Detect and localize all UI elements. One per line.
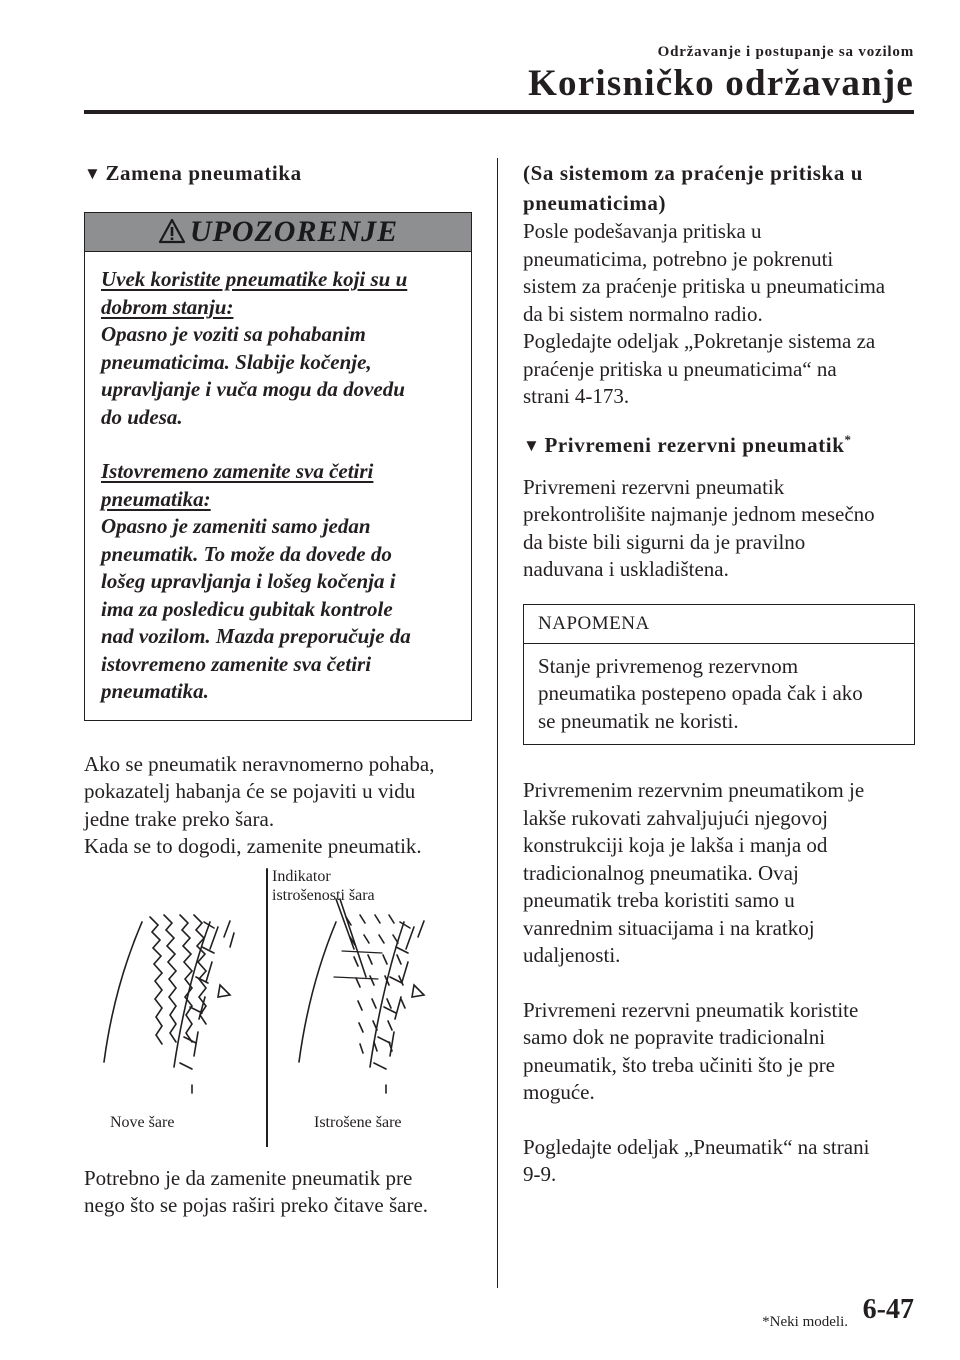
spare-handling-paragraph	[523, 777, 915, 970]
text-line: Potrebno je da zamenite pneumatik pre	[84, 1165, 413, 1190]
warning-line: do udesa.	[101, 404, 183, 429]
warning-body	[85, 252, 471, 720]
warning-line: nad vozilom. Mazda preporučuje da	[101, 624, 411, 648]
header-rule	[84, 110, 914, 114]
text-line: pneumaticima, potrebno je pokrenuti	[523, 246, 834, 271]
warning-triangle-icon	[158, 218, 186, 244]
spare-check-paragraph	[523, 474, 915, 584]
text-line: Pogledajte odeljak „Pneumatik“ na strani	[523, 1134, 870, 1159]
text-line: Privremeni rezervni pneumatik	[523, 474, 785, 499]
note-box	[523, 604, 915, 746]
warning-item1-heading-line2: dobrom stanju:	[101, 294, 234, 319]
text-line: da biste bili sigurni da je pravilno	[523, 529, 806, 554]
new-tread-label: Nove šare	[110, 1113, 175, 1131]
tread-wear-illustration	[84, 867, 472, 1147]
text-line: pneumaticima)	[523, 191, 667, 215]
warning-item2-heading-line1: Istovremeno zamenite sva četiri	[101, 459, 374, 483]
note-body	[524, 644, 914, 745]
warning-line: istovremeno zamenite sva četiri	[101, 651, 372, 676]
tpms-paragraph	[523, 218, 915, 411]
triangle-bullet-icon: ▼	[523, 435, 541, 455]
text-line: praćenje pritiska u pneumaticima“ na	[523, 356, 837, 381]
warning-item1-text	[101, 321, 453, 431]
warning-item1-heading	[101, 266, 453, 321]
warning-item1-heading-line1: Uvek koristite pneumatike koji su u	[101, 267, 408, 291]
text-line: Posle podešavanja pritiska u	[523, 219, 762, 243]
text-line: tradicionalnog pneumatika. Ovaj	[523, 860, 799, 885]
text-line: pokazatelj habanja će se pojaviti u vidu	[84, 779, 416, 803]
warning-item2-heading	[101, 458, 453, 513]
warning-line: ima za posledicu gubitak kontrole	[101, 596, 393, 621]
text-line: 9-9.	[523, 1162, 557, 1186]
left-column	[84, 158, 472, 1220]
reference-paragraph	[523, 1134, 915, 1189]
text-line: udaljenosti.	[523, 943, 621, 967]
text-line: pneumatika postepeno opada čak i ako	[538, 681, 863, 705]
section-heading-spare-tire	[523, 425, 915, 462]
header-subtitle: Održavanje i postupanje sa vozilom	[657, 44, 914, 60]
warning-item2-heading-line2: pneumatika:	[101, 486, 211, 511]
text-line: konstrukciji koja je lakša i manja od	[523, 833, 828, 857]
right-column	[523, 158, 915, 1189]
text-line: strani 4-173.	[523, 384, 630, 408]
section-title-text: Zamena pneumatika	[105, 161, 302, 185]
indicator-label-line1: Indikator	[272, 867, 331, 885]
text-line: pneumatik treba koristiti samo u	[523, 888, 795, 912]
triangle-bullet-icon: ▼	[84, 164, 102, 183]
text-line: nego što se pojas raširi preko čitave šare.	[84, 1193, 429, 1217]
section-heading-tire-replacement	[84, 158, 472, 190]
note-title: NAPOMENA	[524, 605, 914, 644]
text-line: vanrednim situacijama i na kratkoj	[523, 915, 815, 940]
text-line: samo dok ne popravite tradicionalni	[523, 1025, 826, 1049]
footnote-marker: *	[844, 431, 852, 447]
text-line: (Sa sistemom za praćenje pritiska u	[523, 161, 864, 185]
text-line: Stanje privremenog rezervnom	[538, 653, 799, 678]
tread-drawing	[84, 867, 472, 1147]
indicator-label	[272, 867, 375, 905]
text-line: jedne trake preko šara.	[84, 806, 275, 831]
text-line: se pneumatik ne koristi.	[538, 708, 739, 733]
text-line: Pogledajte odeljak „Pokretanje sistema za	[523, 329, 876, 353]
text-line: pneumatik, što treba učiniti što je pre	[523, 1052, 836, 1077]
text-line: Ako se pneumatik neravnomerno pohaba,	[84, 751, 435, 776]
warning-title: UPOZORENJE	[189, 215, 399, 248]
tire-wear-paragraph	[84, 751, 472, 861]
section-title-text: Privremeni rezervni pneumatik	[544, 432, 845, 457]
spare-usage-paragraph	[523, 997, 915, 1107]
warning-line: pneumatika.	[101, 679, 209, 703]
worn-tread-label: Istrošene šare	[314, 1113, 402, 1131]
column-divider	[497, 158, 498, 1288]
warning-line: Opasno je voziti sa pohabanim	[101, 322, 366, 346]
warning-item2-text	[101, 513, 453, 706]
text-line: Kada se to dogodi, zamenite pneumatik.	[84, 834, 422, 858]
warning-line: pneumaticima. Slabije kočenje,	[101, 349, 372, 374]
text-line: Privremenim rezervnim pneumatikom je	[523, 778, 865, 802]
warning-line: Opasno je zameniti samo jedan	[101, 514, 371, 538]
text-line: da bi sistem normalno radio.	[523, 301, 763, 326]
text-line: Privremeni rezervni pneumatik koristite	[523, 997, 859, 1022]
page-number: 6-47	[862, 1294, 914, 1325]
warning-box	[84, 212, 472, 721]
footnote: *Neki modeli.	[762, 1314, 848, 1330]
text-line: moguće.	[523, 1080, 595, 1104]
text-line: lakše rukovati zahvaljujući njegovoj	[523, 805, 828, 830]
warning-header	[85, 213, 471, 252]
warning-line: lošeg upravljanja i lošeg kočenja i	[101, 569, 396, 593]
text-line: naduvana i uskladištena.	[523, 557, 729, 581]
text-line: prekontrolišite najmanje jednom mesečno	[523, 502, 875, 526]
page-title: Korisničko održavanje	[528, 63, 914, 104]
warning-line: upravljanje i vuča mogu da dovedu	[101, 377, 405, 401]
text-line: sistem za praćenje pritiska u pneumaticima	[523, 274, 886, 298]
indicator-label-line2: istrošenosti šara	[272, 886, 375, 904]
replace-before-paragraph	[84, 1165, 472, 1220]
warning-line: pneumatik. To može da dovede do	[101, 541, 392, 566]
tpms-heading	[523, 158, 915, 218]
